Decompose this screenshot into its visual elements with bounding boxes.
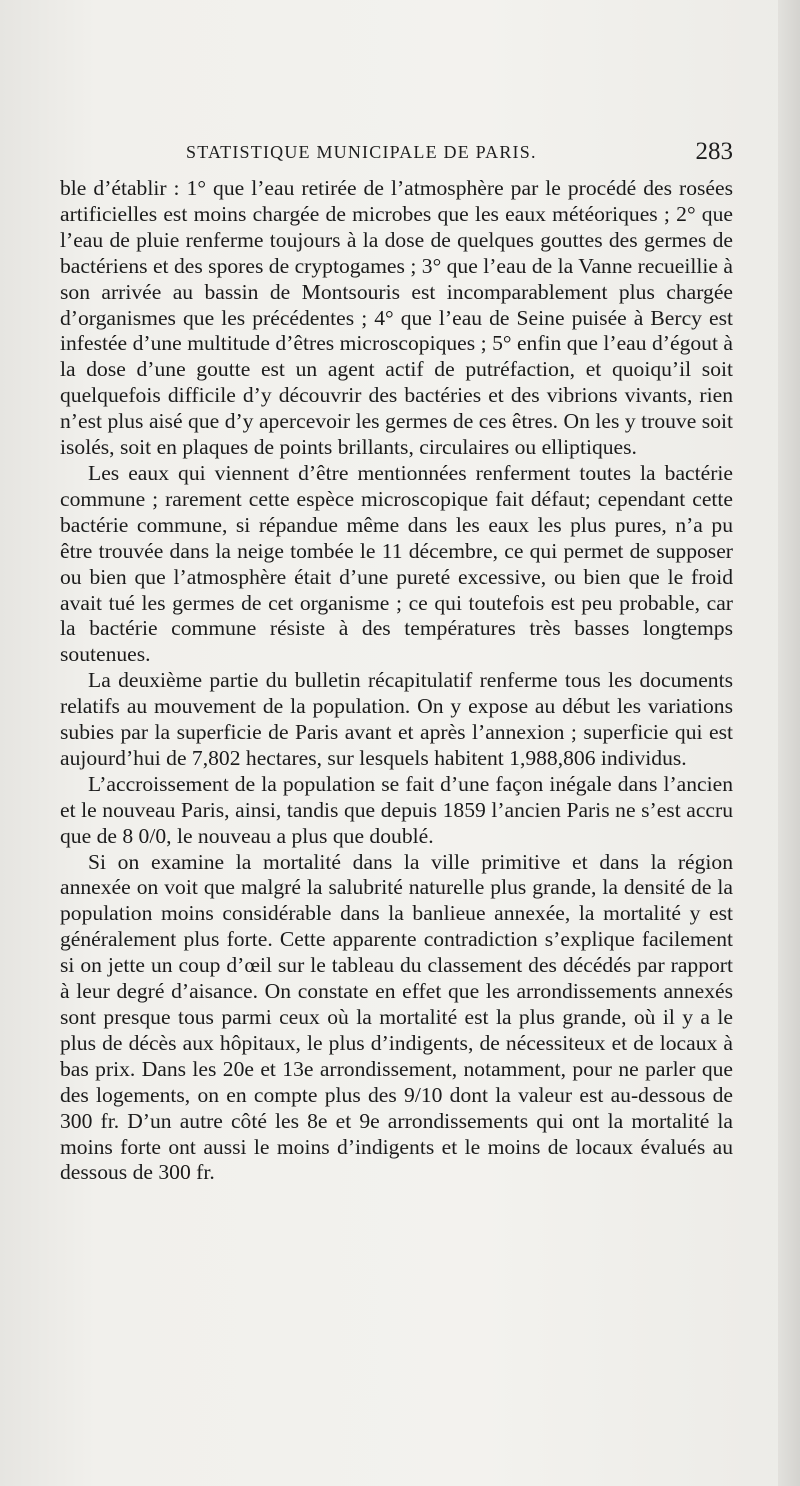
paragraph-2: Les eaux qui viennent d’être mentionnées renferment toutes la bactérie commune ; rarement cette espèce microscopique fait défaut; cependant cette bactérie commune, si répandue même dans les eaux les plus pures, n’a pu être trouvée dans la neige tombée le 11 décembre, ce qui permet de supposer ou bien que l’atmosphère était d’une pureté excessive, ou bien que le froid avait tué les germes de cet organisme ; ce qui toutefois est peu probable, car la bactérie commune résiste à des températures très basses longtemps soutenues. (60, 460, 733, 667)
page-header (60, 138, 733, 172)
running-title: STATISTIQUE MUNICIPALE DE PARIS. (186, 142, 537, 162)
page-edge-shadow (778, 0, 800, 1486)
paragraph-1: ble d’établir : 1° que l’eau retirée de l’atmosphère par le procédé des rosées artificielles est moins chargée de microbes que les eaux météoriques ; 2° que l’eau de pluie renferme toujours à la dose de quelques gouttes des germes de bactériens et des spores de cryptogames ; 3° que l’eau de la Vanne recueillie à son arrivée au bassin de Montsouris est incomparablement plus chargée d’organismes que les précédentes ; 4° que l’eau de Seine puisée à Bercy est infestée d’une multitude d’êtres microscopiques ; 5° enfin que l’eau d’égout à la dose d’une goutte est un agent actif de putréfaction, et quoiqu’il soit quelquefois difficile d’y découvrir des bactéries et des vibrions vivants, rien n’est plus aisé que d’y apercevoir les germes de ces êtres. On les y trouve soit isolés, soit en plaques de points brillants, circulaires ou elliptiques. (60, 176, 733, 460)
paragraph-3: La deuxième partie du bulletin récapitulatif renferme tous les documents relatifs au mouvement de la population. On y expose au début les variations subies par la superficie de Paris avant et après l’annexion ; superficie qui est aujourd’hui de 7,802 hectares, sur lesquels habitent 1,988,806 individus. (60, 668, 733, 770)
page-body (60, 176, 733, 1186)
paragraph-4: L’accroissement de la population se fait d’une façon inégale dans l’ancien et le nouveau Paris, ainsi, tandis que depuis 1859 l’ancien Paris ne s’est accru que de 8 0/0, le nouveau a plus que doublé. (60, 771, 733, 848)
paragraph-5: Si on examine la mortalité dans la ville primitive et dans la région annexée on voit que malgré la salubrité naturelle plus grande, la densité de la population moins considérable dans la banlieue annexée, la mortalité y est généralement plus forte. Cette apparente contradiction s’explique facilement si on jette un coup d’œil sur le tableau du classement des décédés par rapport à leur degré d’aisance. On constate en effet que les arrondissements annexés sont presque tous parmi ceux où la mortalité est la plus grande, où il y a le plus de décès aux hôpitaux, le plus d’indigents, de nécessiteux et de locaux à bas prix. Dans les 20e et 13e arrondissement, notamment, pour ne parler que des logements, on en compte plus des 9/10 dont la valeur est au-dessous de 300 fr. D’un autre côté les 8e et 9e arrondissements qui ont la mortalité la moins forte ont aussi le moins d’indigents et le moins de locaux évalués au dessous de 300 fr. (60, 849, 733, 1185)
page-number: 283 (695, 138, 733, 165)
